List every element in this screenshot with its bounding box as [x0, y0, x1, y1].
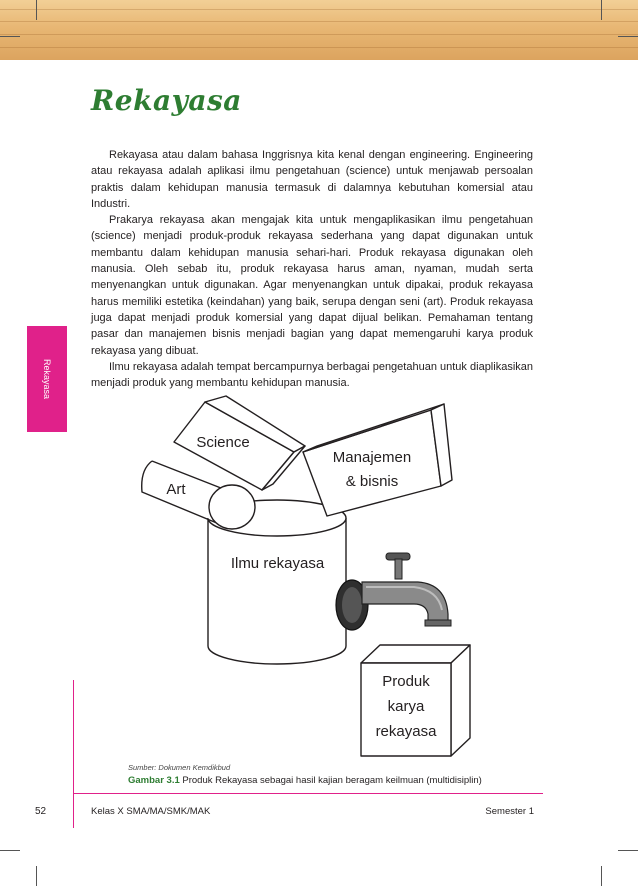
- footer-vertical-rule: [73, 680, 74, 828]
- label-manajemen-1: Manajemen: [332, 449, 412, 466]
- side-tab-label: Rekayasa: [42, 358, 52, 400]
- figure-caption: [128, 775, 482, 786]
- paragraph: Prakarya rekayasa akan mengajak kita untuk mengaplikasikan ilmu pengetahuan (science) menjadi produk-produk rekayasa sederhana yang dapat digunakan untuk membantu dalam kehidupan manusia sehari-hari. Produk rekayasa digunakan oleh manusia. Oleh sebab itu, produk rekayasa harus aman, nyaman, mudah serta menyenangkan untuk digunakan. Agar menyenangkan untuk dipakai, produk rekayasa harus memiliki estetika (keindahan) yang baik, serupa dengan seni (art). Produk rekayasa juga dapat menjadi produk komersial yang dapat dijual belikan. Pemahaman tentang pasar dan manajemen bisnis menjadi bagian yang dapat memengaruhi karya produk rekayasa yang dibuat.: [91, 214, 533, 357]
- label-produk-2: karya: [387, 698, 425, 715]
- label-ilmu-rekayasa: Ilmu rekayasa: [230, 555, 325, 572]
- figure-text: Produk Rekayasa sebagai hasil kajian beragam keilmuan (multidisiplin): [182, 775, 482, 786]
- faucet-icon: [336, 553, 451, 630]
- label-art: Art: [166, 481, 186, 498]
- produk-block-side: [451, 645, 470, 756]
- paragraph: Rekayasa atau dalam bahasa Inggrisnya kita kenal dengan engineering. Engineering atau rekayasa adalah aplikasi ilmu pengetahuan (science) untuk menjawab persoalan praktis dalam kehidupan manusia termasuk di dalamnya kebutuhan komersial atau Industri.: [91, 149, 533, 210]
- caption-source: Sumber: Dokumen Kemdikbud: [128, 763, 231, 772]
- footer-rule: [73, 793, 543, 794]
- ilmu-cylinder: [208, 518, 346, 664]
- paragraph: Ilmu rekayasa adalah tempat bercampurnya berbagai pengetahuan untuk diaplikasikan menjadi produk yang membantu kehidupan manusia.: [91, 360, 533, 390]
- footer-book-title: Kelas X SMA/MA/SMK/MAK: [91, 806, 211, 817]
- label-science: Science: [196, 434, 250, 451]
- page-number: 52: [35, 806, 47, 817]
- label-produk-1: Produk: [382, 673, 430, 690]
- art-cylinder-end: [209, 485, 255, 529]
- label-produk-3: rekayasa: [375, 723, 437, 740]
- label-manajemen-2: & bisnis: [345, 473, 399, 490]
- section-title: Rekayasa: [91, 84, 242, 117]
- figure-label: Gambar 3.1: [128, 775, 180, 786]
- footer-semester: Semester 1: [485, 806, 534, 817]
